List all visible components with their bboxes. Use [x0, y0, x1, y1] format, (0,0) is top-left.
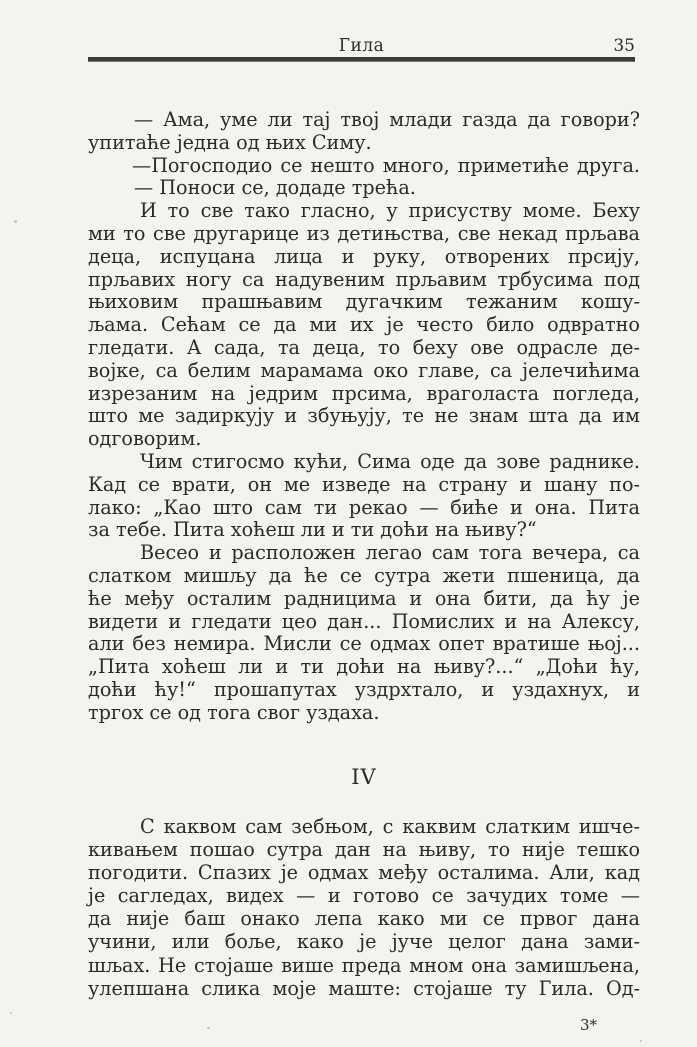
text-line: кивањем пошао сутра дан на њиву, то није тешко	[88, 838, 640, 862]
text-line: војке, са белим марамама око главе, са јелечићима	[88, 358, 640, 382]
text-line: да није баш онако лепа како ми се првог дана	[88, 907, 640, 931]
running-head	[88, 34, 635, 56]
text-line: је сагледах, видех — и готово се зачудих томе —	[88, 884, 640, 908]
text-line: њиховим прашњавим дугачким тежаним кошу-	[88, 290, 640, 314]
text-line: изрезаним на једрим прсима, враголаста погледа,	[88, 381, 640, 405]
text-line: упитаће једна од њих Симу.	[88, 130, 372, 154]
text-line: што ме задиркују и збуњују, те не знам шта да им	[88, 404, 640, 428]
text-line: —Погосподио се нешто много, приметиће друга.	[132, 153, 640, 177]
paper-speck	[207, 1027, 210, 1029]
paper-speck	[14, 220, 17, 223]
signature-mark: 3*	[579, 1016, 597, 1034]
text-line: улепшана слика моје маште: стојаше ту Гила. Од-	[88, 976, 640, 1000]
page-number: 35	[613, 36, 635, 56]
text-line: Кад се врати, он ме изведе на страну и шану по-	[88, 472, 640, 496]
section-heading: IV	[351, 765, 377, 789]
running-title: Гила	[338, 35, 385, 57]
text-line: шљах. Не стојаше више преда мном она замишљена,	[88, 953, 640, 977]
text-line: за тебе. Пита хоћеш ли и ти доћи на њиву?“	[88, 518, 537, 542]
paper-speck	[640, 1040, 642, 1042]
header-rule	[88, 57, 635, 62]
text-line: тргох се од тога свог уздаха.	[88, 700, 380, 724]
text-line: учини, или боље, како је јуче целог дана зами-	[88, 930, 640, 954]
paper-speck	[10, 1012, 12, 1014]
text-line: лако: „Као што сам ти рекао — биће и она. Пита	[88, 495, 640, 519]
text-line: Весео и расположен легао сам тога вечера, са	[140, 541, 640, 565]
text-line: С каквом сам зебњом, с каквим слатким ишче-	[140, 815, 640, 838]
text-line: ми то све другарице из детињства, све некад прљава	[88, 221, 640, 245]
text-line: гледати. А сада, та деца, то беху ове одрасле де-	[88, 335, 640, 359]
text-line: Чим стигосмо кући, Сима оде да зове раднике.	[140, 449, 640, 473]
body-text	[88, 109, 640, 725]
text-line: — Ама, уме ли тај твој млади газда да говори?	[134, 108, 640, 131]
text-line: одговорим.	[88, 427, 202, 451]
section-text	[88, 815, 640, 1000]
text-line: погодити. Спазих је одмах међу осталима. Али, кад	[88, 861, 640, 885]
text-line: видети и гледати цео дан... Помислих и на Алексу,	[88, 609, 640, 633]
text-line: деца, испуцана лица и руку, отворених прсију,	[88, 244, 640, 268]
text-line: али без немира. Мисли се одмах опет вратише њој...	[88, 632, 640, 656]
text-line: доћи ћу!“ прошапутах уздрхтало, и уздахнух, и	[88, 677, 640, 701]
text-line: — Поноси се, додаде трећа.	[134, 176, 416, 200]
text-line: ће међу осталим радницима и она бити, да ћу је	[88, 586, 640, 610]
text-line: И то све тако гласно, у присуству моме. Беху	[140, 199, 640, 223]
text-line: љама. Сећам се да ми их је често било одвратно	[88, 313, 640, 337]
text-line: слатком мишљу да ће се сутра жети пшеница, да	[88, 563, 640, 587]
text-line: прљавих ногу са надувеним прљавим трбусима под	[88, 267, 640, 291]
text-line: „Пита хоћеш ли и ти доћи на њиву?...“ „Доћи ћу,	[88, 655, 640, 679]
